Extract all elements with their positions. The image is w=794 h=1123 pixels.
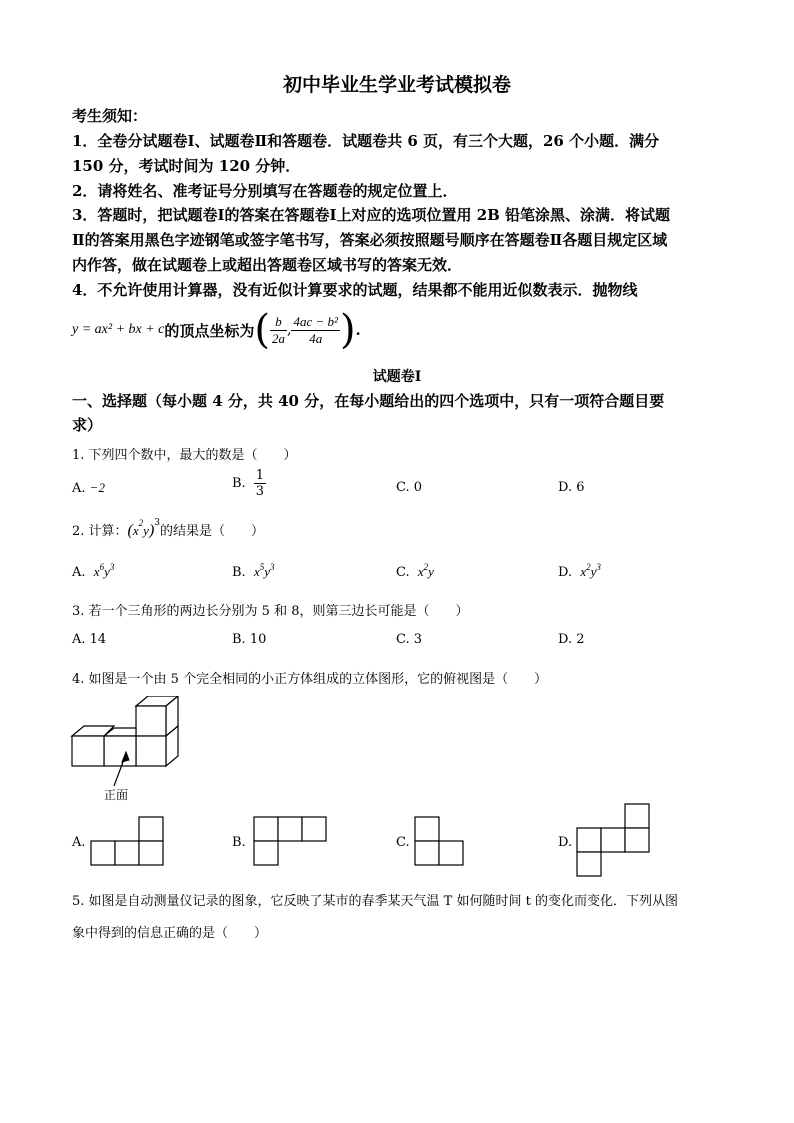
front-view-label: 正面 — [104, 788, 129, 802]
notice-item-3: 3．答题时，把试题卷Ⅰ的答案在答题卷Ⅰ上对应的选项位置用 2B 铅笔涂黑、涂满．将试题 — [72, 206, 671, 224]
q2-option-b: B. $x^5y^3$ — [232, 562, 275, 580]
q4-option-c-label: C. — [396, 835, 410, 850]
q1-option-d: D. 6 — [558, 480, 585, 495]
q2-stem: 2. 计算：$(x^2y)^3$的结果是（ ） — [72, 518, 265, 539]
q2-option-c: C. $x^2y$ — [396, 562, 434, 580]
q4-option-a-label: A. — [72, 835, 86, 850]
q4-option-d-view[interactable] — [576, 803, 652, 879]
q3-option-d: D. 2 — [558, 632, 585, 647]
q5-stem: 5. 如图是自动测量仪记录的图象，它反映了某市的春季某天气温 T 如何随时间 t 的变化而变化．下列从图 — [72, 894, 678, 909]
q4-option-d-label: D. — [558, 835, 573, 850]
notice-item-3-cont: Ⅱ的答案用黑色字迹钢笔或签字笔书写，答案必须按照题号顺序在答题卷Ⅱ各题目规定区域 — [72, 231, 668, 249]
parabola-equation: y = ax² + bx + c — [72, 322, 165, 337]
q2-option-a: A. $x^6y^3$ — [72, 562, 115, 580]
notice-item-4: 4．不允许使用计算器，没有近似计算要求的试题，结果都不能用近似数表示．抛物线 — [72, 281, 638, 299]
right-paren: ) — [339, 307, 356, 353]
q1-option-c: C. 0 — [396, 480, 423, 495]
vertex-formula: y = ax² + bx + c 的顶点坐标为 ( $\frac{b}{2a}$ , $\frac{\text{4ac − b²}}{4a}$ ) . — [72, 307, 361, 353]
part1-heading-cont: 求） — [72, 416, 103, 434]
page-title: 初中毕业生学业考试模拟卷 — [282, 74, 511, 96]
q3-stem: 3. 若一个三角形的两边长分别为 5 和 8，则第三边长可能是（ ） — [72, 604, 469, 619]
notice-item-1-cont: 150 分，考试时间为 120 分钟． — [72, 157, 301, 175]
left-paren: ( — [254, 307, 271, 353]
part1-heading: 一、选择题（每小题 4 分，共 40 分，在每小题给出的四个选项中，只有一项符合题目要 — [72, 392, 665, 410]
section-heading: 试题卷Ⅰ — [372, 369, 422, 385]
q4-option-b-label: B. — [232, 835, 246, 850]
cube-solid-figure — [70, 696, 190, 804]
notice-heading: 考生须知： — [72, 107, 148, 125]
vertex-x-fraction: $\frac{b}{2a}$ — [272, 313, 286, 346]
q1-option-a: A. −2 — [72, 480, 105, 496]
q1-stem: 1. 下列四个数中，最大的数是（ ） — [72, 448, 297, 463]
q4-stem: 4. 如图是一个由 5 个完全相同的小正方体组成的立体图形，它的俯视图是（ ） — [72, 672, 548, 687]
notice-item-3-cont2: 内作答，做在试题卷上或超出答题卷区域书写的答案无效． — [72, 256, 463, 274]
notice-item-2: 2．请将姓名、准考证号分别填写在答题卷的规定位置上． — [72, 182, 458, 200]
vertex-text: 的顶点坐标为 — [164, 321, 255, 340]
notice-item-1: 1．全卷分试题卷Ⅰ、试题卷Ⅱ和答题卷．试题卷共 6 页，有三个大题，26 个小题．满分 — [72, 132, 660, 150]
q3-option-c: C. 3 — [396, 632, 423, 647]
q4-option-c-view[interactable] — [414, 816, 466, 868]
one-third-fraction: $\frac{1}{3}$ — [255, 468, 264, 499]
q5-stem-cont: 象中得到的信息正确的是（ ） — [72, 926, 268, 941]
vertex-y-fraction: $\frac{\text{4ac − b²}}{4a}$ — [293, 313, 338, 346]
q4-option-b-view[interactable] — [253, 816, 329, 868]
q1-option-b: B. $\frac{1}{3}$ — [232, 468, 264, 499]
q2-option-d: D. $x^2y^3$ — [558, 562, 601, 580]
q3-option-a: A. 14 — [72, 632, 107, 647]
q4-option-a-view[interactable] — [90, 816, 166, 868]
q3-option-b: B. 10 — [232, 632, 267, 647]
